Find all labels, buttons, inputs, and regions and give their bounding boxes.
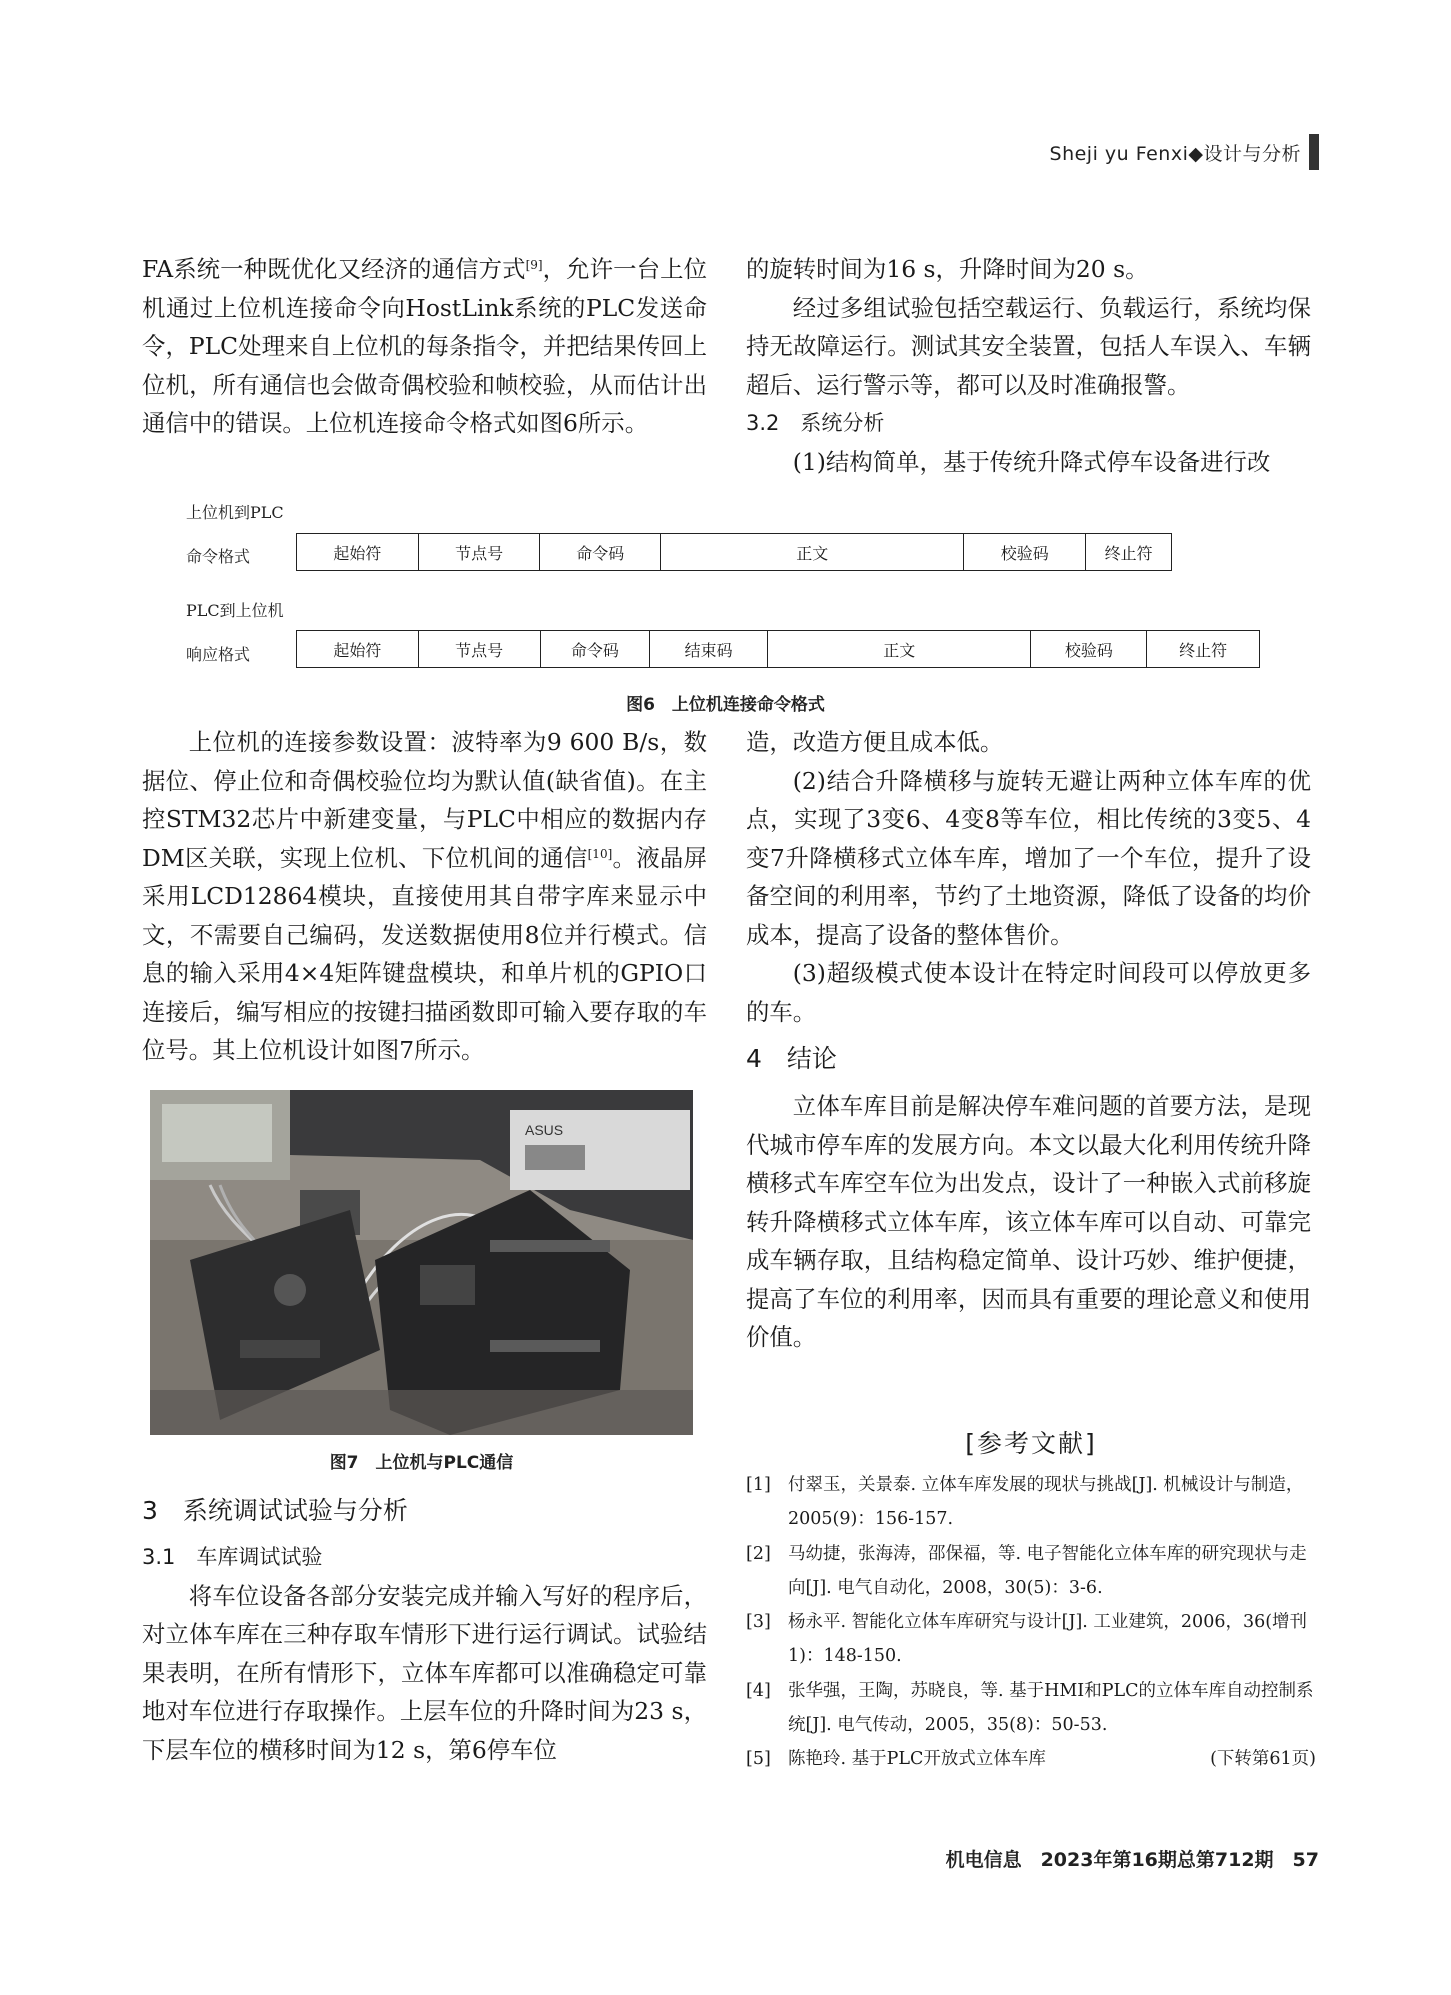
references-title: [参考文献] [965,1429,1097,1458]
reference-item [746,1537,1316,1606]
fig6-row1-label: 命令格式 [186,547,251,566]
format-cell: 校验码 [964,534,1086,570]
fig6-label-2: PLC到上位机 [186,601,284,620]
command-format-row [296,533,1172,571]
format-cell: 正文 [768,631,1031,667]
fig7-caption: 图7 上位机与PLC通信 [329,1453,514,1473]
format-cell: 命令码 [540,534,661,570]
reference-list [746,1468,1316,1777]
paragraph: 立体车库目前是解决停车难问题的首要方法，是现代城市停车库的发展方向。本文以最大化利用传统升降横移式车库空车位为出发点，设计了一种嵌入式前移旋转升降横移式立体车库，该立体车库可以自动、可靠完成车辆存取，且结构稳定简单、设计巧妙、维护便捷，提高了车位的利用率，因而具有重要的理论意义和使用价值。 [746,1092,1311,1351]
format-cell: 校验码 [1031,631,1147,667]
continued-note: (下转第61页) [1210,1749,1316,1770]
section-heading-3-2: 3.2 系统分析 [746,411,885,435]
paragraph: 将车位设备各部分安装完成并输入写好的程序后，对立体车库在三种存取车情形下进行运行调试。试验结果表明，在所有情形下，立体车库都可以准确稳定可靠地对车位进行存取操作。上层车位的升降时间为23 s，下层车位的横移时间为12 s，第6停车位 [142,1581,707,1764]
format-cell: 终止符 [1104,543,1153,563]
section-heading-4: 4 结论 [746,1044,837,1073]
paragraph: (2)结合升降横移与旋转无避让两种立体车库的优点，实现了3变6、4变8等车位，相比传统的3变5、4变7升降横移式立体车库，增加了一个车位，提升了设备空间的利用率，节约了土地资源，降低了设备的均价成本，提高了设备的整体售价。 [746,766,1311,949]
page-footer: 机电信息 2023年第16期总第712期 57 [945,1849,1319,1871]
format-cell: 命令码 [541,631,651,667]
fig6-row2-label: 响应格式 [186,645,251,664]
paragraph: 经过多组试验包括空载运行、负载运行，系统均保持无故障运行。测试其安全装置，包括人车误入、车辆超后、运行警示等，都可以及时准确报警。 [746,293,1311,399]
lcd-screen [162,1104,272,1162]
paragraph-text: ，允许一台上位机通过上位机连接命令向HostLink系统的PLC发送命令，PLC处理来自上位机的每条指令，并把结果传回上位机，所有通信也会做奇偶校验和帧校验，从而估计出通信中的错误。上位机连接命令格式如图6所示。 [142,255,708,437]
reference-item [746,1605,1316,1674]
citation-sup: [9] [525,258,543,272]
paragraph: (1)结构简单，基于传统升降式停车设备进行改 [792,447,1271,476]
paragraph: (3)超级模式使本设计在特定时间段可以停放更多的车。 [746,959,1311,1026]
citation-sup: [10] [587,846,613,861]
sticker-text: ASUS [525,1122,564,1138]
left-top-text [142,250,707,443]
left-mid-text [142,723,707,1070]
reference-text: 杨永平. 智能化立体车库研究与设计[J]. 工业建筑，2006，36(增刊1)：148-150. [788,1612,1308,1667]
format-cell: 结束码 [650,631,768,667]
paragraph-text: FA系统一种既优化又经济的通信方式 [142,255,526,283]
section-heading-3-1: 3.1 车库调试试验 [142,1545,323,1569]
paragraph: 造，改造方便且成本低。 [746,728,1004,756]
paragraph: 的旋转时间为16 s，升降时间为20 s。 [746,255,1149,283]
fig7-photo [150,1090,693,1435]
reference-item [746,1468,1316,1537]
fig6-label-1: 上位机到PLC [186,503,284,522]
reference-text: 马幼捷，张海涛，邵保福，等. 电子智能化立体车库的研究现状与走向[J]. 电气自动化，2008，30(5)：3-6. [788,1543,1307,1598]
format-cell: 节点号 [419,631,541,667]
reference-number: [3] [746,1612,771,1633]
format-cell: 正文 [661,534,964,570]
reference-number: [1] [746,1475,771,1495]
reference-item [746,1674,1316,1743]
left-bottom-text [142,1490,707,1769]
section-heading-3: 3 系统调试试验与分析 [142,1496,408,1525]
response-format-row [296,630,1260,668]
right-mid-text [746,723,1311,1357]
photo-drawing [150,1090,693,1435]
running-header-text: Sheji yu Fenxi◆设计与分析 [1049,142,1301,165]
format-cell: 起始符 [297,534,419,570]
paragraph-text: 上位机的连接参数设置：波特率为9 600 B/s，数据位、停止位和奇偶校验位均为默认值(缺省值)。在主控STM32芯片中新建变量，与PLC中相应的数据内存DM区关联，实现上位机、下位机间的通信 [142,728,707,872]
reference-number: [4] [746,1680,771,1701]
format-cell: 节点号 [419,534,541,570]
format-cell: 起始符 [297,631,419,667]
format-cell: 终止符 [1179,640,1228,660]
fig6-caption: 图6 上位机连接命令格式 [626,695,825,715]
reference-number: [5] [746,1749,771,1770]
right-top-text [746,250,1311,481]
reference-text: 张华强，王陶，苏晓良，等. 基于HMI和PLC的立体车库自动控制系统[J]. 电气传动，2005，35(8)：50-53. [788,1680,1314,1736]
reference-text: 付翠玉，关景泰. 立体车库发展的现状与挑战[J]. 机械设计与制造，2005(9)：156-157. [788,1475,1304,1530]
reference-number: [2] [746,1543,771,1564]
paragraph-text: 。液晶屏采用LCD12864模块，直接使用其自带字库来显示中文，不需要自己编码，发送数据使用8位并行模式。信息的输入采用4×4矩阵键盘模块，和单片机的GPIO口连接后，编写相应的按键扫描函数即可输入要存取的车位号。其上位机设计如图7所示。 [142,843,708,1064]
reference-text: 陈艳玲. 基于PLC开放式立体车库 [788,1749,1046,1770]
running-header [1050,134,1319,170]
header-bar [1309,134,1319,170]
reference-item [746,1742,1316,1776]
